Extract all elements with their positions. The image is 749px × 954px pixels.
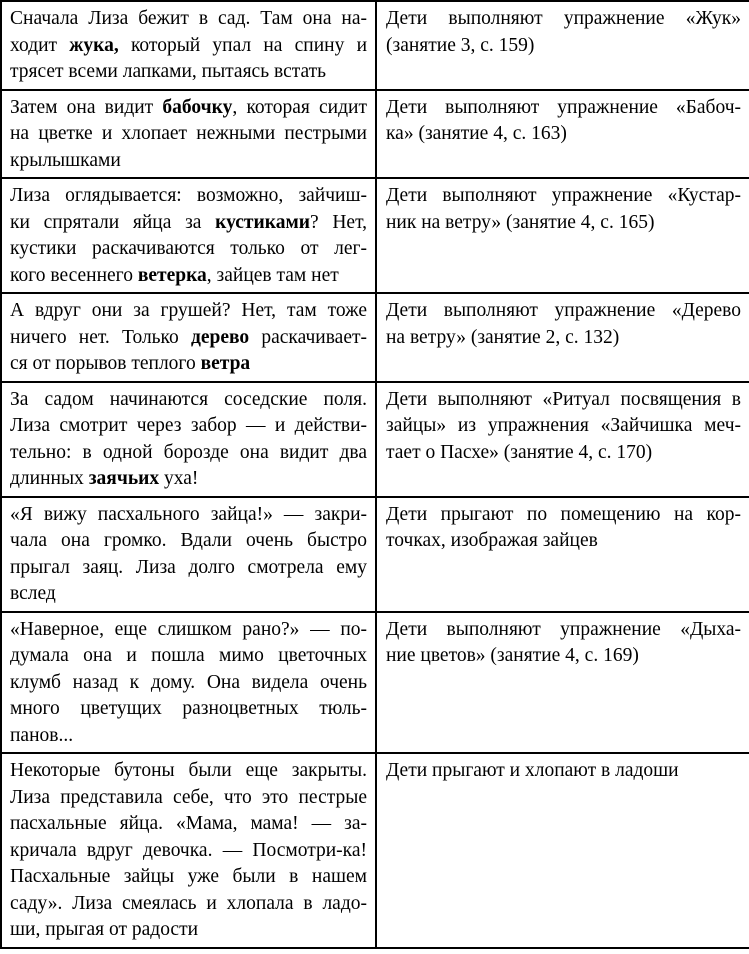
exercise-cell [376, 1, 749, 90]
exercise-cell [376, 612, 749, 754]
exercise-cell [376, 753, 749, 948]
text-line: Дети выполняют упражнение «Жук» [386, 8, 741, 29]
table-row [1, 382, 749, 497]
text-line: тельно: в одной борозде она видит два [10, 441, 367, 463]
text-line: Дети выполняют «Ритуал посвящения в [386, 388, 741, 410]
story-cell [1, 293, 376, 382]
text-line: Пасхальные зайцы уже были в нашем [10, 866, 367, 887]
story-cell [1, 497, 376, 612]
text-line: ние цветов» (занятие 4, с. 169) [386, 645, 639, 666]
text-line: Лиза смотрит через забор — и действи- [10, 415, 367, 436]
table-row [1, 293, 749, 382]
text-line: Дети выполняют упражнение «Бабоч- [386, 96, 741, 118]
text-line: ничего нет. Только дерево раскачивает- [10, 326, 367, 348]
text-line: Дети прыгают по помещению на кор- [386, 503, 741, 525]
table-row [1, 178, 749, 293]
exercise-cell [376, 497, 749, 612]
text-line: Затем она видит бабочку, которая сидит [10, 96, 367, 118]
text-line: пасхальные яйца. «Мама, мама! — за- [10, 813, 367, 834]
text-line: Некоторые бутоны были еще закрыты. [10, 760, 367, 781]
text-line: на цветке и хлопает нежными пестрыми [10, 123, 367, 144]
text-line: тает о Пасхе» (занятие 4, с. 170) [386, 441, 653, 463]
text-line: вслед [10, 583, 56, 604]
text-line: длинных заячьих уха! [10, 468, 199, 489]
table-row [1, 753, 749, 948]
text-line: прыгал заяц. Лиза долго смотрела ему [10, 556, 367, 578]
story-cell [1, 753, 376, 948]
text-line: саду». Лиза смеялась и хлопала в ладо- [10, 892, 367, 914]
text-line: Дети выполняют упражнение «Дыха- [386, 618, 741, 640]
text-line: на ветру» (занятие 2, с. 132) [386, 326, 620, 348]
text-line: чала она громко. Вдали очень быстро [10, 530, 367, 551]
text-line: много цветущих разноцветных тюль- [10, 698, 367, 719]
table-row [1, 497, 749, 612]
text-line: кого весеннего ветерка, зайцев там нет [10, 264, 339, 286]
table-row [1, 90, 749, 179]
text-line: думала она и пошла мимо цветочных [10, 645, 367, 666]
text-line: зайцы» из упражнения «Зайчишка меч- [386, 415, 741, 436]
text-line: Дети выполняют упражнение «Дерево [386, 300, 741, 321]
text-line: кричала вдруг девочка. — Посмотри-ка! [10, 839, 367, 861]
exercise-cell [376, 293, 749, 382]
text-line: Лиза представила себе, что это пестрые [10, 786, 367, 808]
story-cell [1, 1, 376, 90]
story-cell [1, 90, 376, 179]
text-line: ходит жука, который упал на спину и [10, 34, 367, 56]
text-line: «Наверное, еще слишком рано?» — по- [10, 618, 367, 640]
text-line: Дети выполняют упражнение «Кустар- [386, 185, 741, 206]
exercise-cell [376, 178, 749, 293]
text-line: (занятие 3, с. 159) [386, 34, 535, 56]
table-row [1, 612, 749, 754]
text-line: Сначала Лиза бежит в сад. Там она на- [10, 8, 367, 29]
story-cell [1, 612, 376, 754]
exercise-cell [376, 382, 749, 497]
text-line: трясет всеми лапками, пытаясь встать [10, 61, 327, 82]
text-line: ши, прыгая от радости [10, 919, 199, 940]
text-line: клумб назад к дому. Она видела очень [10, 671, 367, 693]
text-line: панов... [10, 724, 74, 746]
text-line: крылышками [10, 149, 121, 171]
text-line: А вдруг они за грушей? Нет, там тоже [10, 300, 367, 321]
table-row [1, 1, 749, 90]
text-line: ки спрятали яйца за кустиками? Нет, [10, 211, 368, 233]
table-body [1, 1, 749, 948]
text-line: кустики раскачиваются только от лег- [10, 238, 367, 259]
text-line: За садом начинаются соседские поля. [10, 388, 367, 410]
text-line: ка» (занятие 4, с. 163) [386, 123, 567, 144]
exercise-cell [376, 90, 749, 179]
story-cell [1, 382, 376, 497]
text-line: точках, изображая зайцев [386, 530, 598, 551]
story-cell [1, 178, 376, 293]
text-line: «Я вижу пасхального зайца!» — закри- [10, 503, 367, 525]
text-line: Лиза оглядывается: возможно, зайчиш- [10, 185, 367, 206]
text-line: ся от порывов теплого ветра [10, 353, 251, 374]
text-line: ник на ветру» (занятие 4, с. 165) [386, 211, 655, 233]
text-line: Дети прыгают и хлопают в ладоши [386, 760, 679, 781]
